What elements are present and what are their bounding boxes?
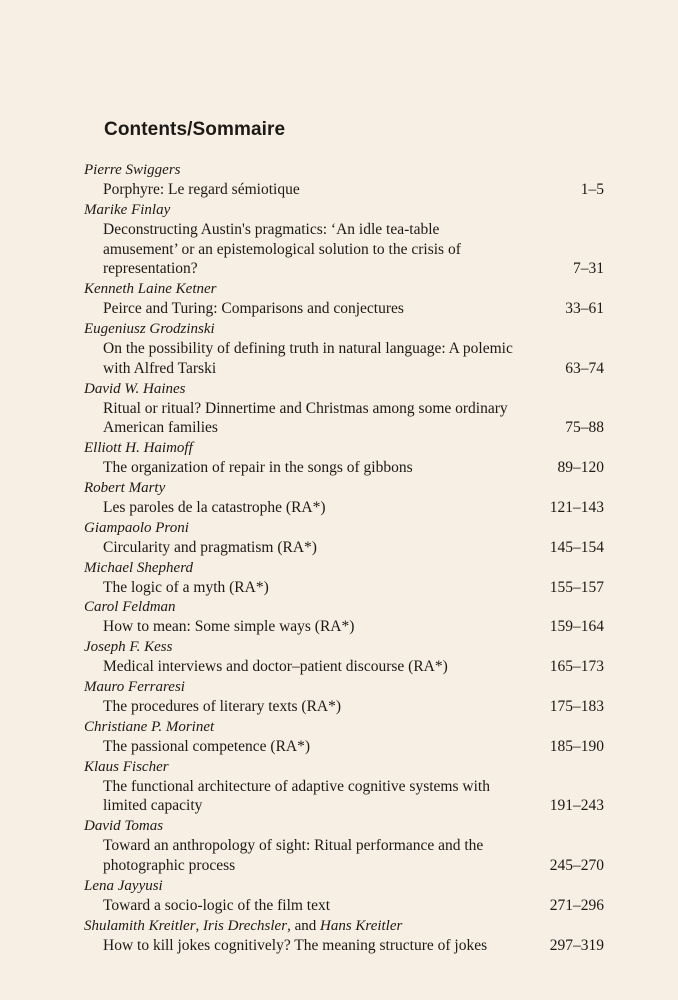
entry-title: Peirce and Turing: Comparisons and conjectures (103, 300, 404, 318)
entry-pages: 297–319 (549, 936, 604, 954)
entry-pages: 159–164 (549, 618, 604, 636)
entry-author: Marike Finlay (84, 201, 171, 218)
toc-entry (84, 478, 604, 518)
entry-pages: 165–173 (549, 658, 604, 676)
entry-title: Les paroles de la catastrophe (RA*) (103, 498, 326, 516)
entry-author: Mauro Ferraresi (84, 678, 185, 695)
entry-pages: 245–270 (549, 856, 604, 874)
entry-pages: 155–157 (549, 578, 604, 596)
entry-pages: 121–143 (549, 498, 604, 516)
entry-author: Pierre Swiggers (84, 162, 181, 178)
entry-pages: 7–31 (573, 260, 604, 278)
entry-author: David Tomas (84, 818, 164, 835)
toc-entry (84, 438, 604, 478)
entry-pages: 75–88 (565, 419, 604, 437)
toc-entry (84, 916, 604, 956)
entry-author: Shulamith Kreitler (84, 917, 196, 934)
entry-pages: 63–74 (565, 359, 604, 377)
entry-title: The organization of repair in the songs of gibbons (103, 459, 413, 477)
entry-author: Eugeniusz Grodzinski (84, 320, 215, 337)
entry-pages: 145–154 (549, 538, 604, 556)
toc-entry (84, 677, 604, 717)
entry-author: Hans Kreitler (319, 917, 403, 934)
entry-author: Carol Feldman (84, 599, 176, 616)
entry-title: On the possibility of defining truth in natural language: A polemic with Alfred Tarski (103, 339, 513, 377)
toc-entry (84, 558, 604, 598)
entry-author: Lena Jayyusi (84, 877, 163, 894)
entry-pages: 185–190 (549, 737, 604, 755)
entry-title: Porphyre: Le regard sémiotique (103, 181, 300, 198)
toc-entry (84, 876, 604, 916)
entry-pages: 191–243 (549, 797, 604, 815)
page-title: Contents/Sommaire (104, 119, 286, 140)
author-separator: , (195, 917, 204, 934)
toc-entry (84, 200, 604, 279)
entry-title: Deconstructing Austin's pragmatics: ‘An idle tea-table amusement’ or an epistemological solution to the crisis of representation? (103, 220, 461, 278)
entry-author: Christiane P. Morinet (84, 718, 215, 735)
entry-title: The procedures of literary texts (RA*) (103, 697, 342, 715)
entry-title: The logic of a myth (RA*) (103, 578, 269, 596)
entry-author: Kenneth Laine Ketner (84, 281, 217, 298)
entry-author-group (84, 916, 604, 936)
entry-title: How to mean: Some simple ways (RA*) (103, 618, 355, 636)
toc-entry (84, 637, 604, 677)
entry-pages: 33–61 (565, 300, 604, 318)
table-of-contents (84, 160, 604, 955)
toc-entry (84, 717, 604, 757)
entry-author: Michael Shepherd (84, 559, 193, 576)
entry-pages: 89–120 (557, 459, 604, 477)
entry-author: David W. Haines (84, 380, 186, 397)
entry-pages: 175–183 (549, 697, 604, 715)
entry-author: Joseph F. Kess (84, 639, 173, 656)
entry-pages: 1–5 (580, 181, 604, 198)
entry-title: Toward a socio-logic of the film text (103, 896, 331, 914)
entry-title: Toward an anthropology of sight: Ritual performance and the photographic process (103, 837, 484, 874)
entry-title: Medical interviews and doctor–patient discourse (RA*) (103, 658, 448, 676)
entry-pages: 271–296 (549, 896, 604, 914)
entry-title: The passional competence (RA*) (103, 737, 311, 755)
toc-entry (84, 319, 604, 379)
toc-entry (84, 379, 604, 439)
entry-title: Ritual or ritual? Dinnertime and Christmas among some ordinary American families (103, 399, 508, 437)
entry-title: How to kill jokes cognitively? The meaning structure of jokes (103, 936, 488, 954)
entry-title: The functional architecture of adaptive cognitive systems with limited capacity (103, 777, 490, 815)
toc-entry (84, 816, 604, 876)
toc-entry (84, 279, 604, 319)
toc-entry (84, 160, 604, 200)
entry-author: Robert Marty (84, 479, 166, 496)
toc-entry (84, 518, 604, 558)
entry-author: Iris Drechsler (203, 917, 288, 934)
entry-author: Giampaolo Proni (84, 519, 189, 536)
entry-author: Elliott H. Haimoff (84, 440, 193, 457)
entry-title: Circularity and pragmatism (RA*) (103, 538, 317, 556)
author-separator: , and (287, 917, 320, 934)
entry-author: Klaus Fischer (84, 758, 169, 775)
toc-entry (84, 757, 604, 817)
toc-entry (84, 597, 604, 637)
